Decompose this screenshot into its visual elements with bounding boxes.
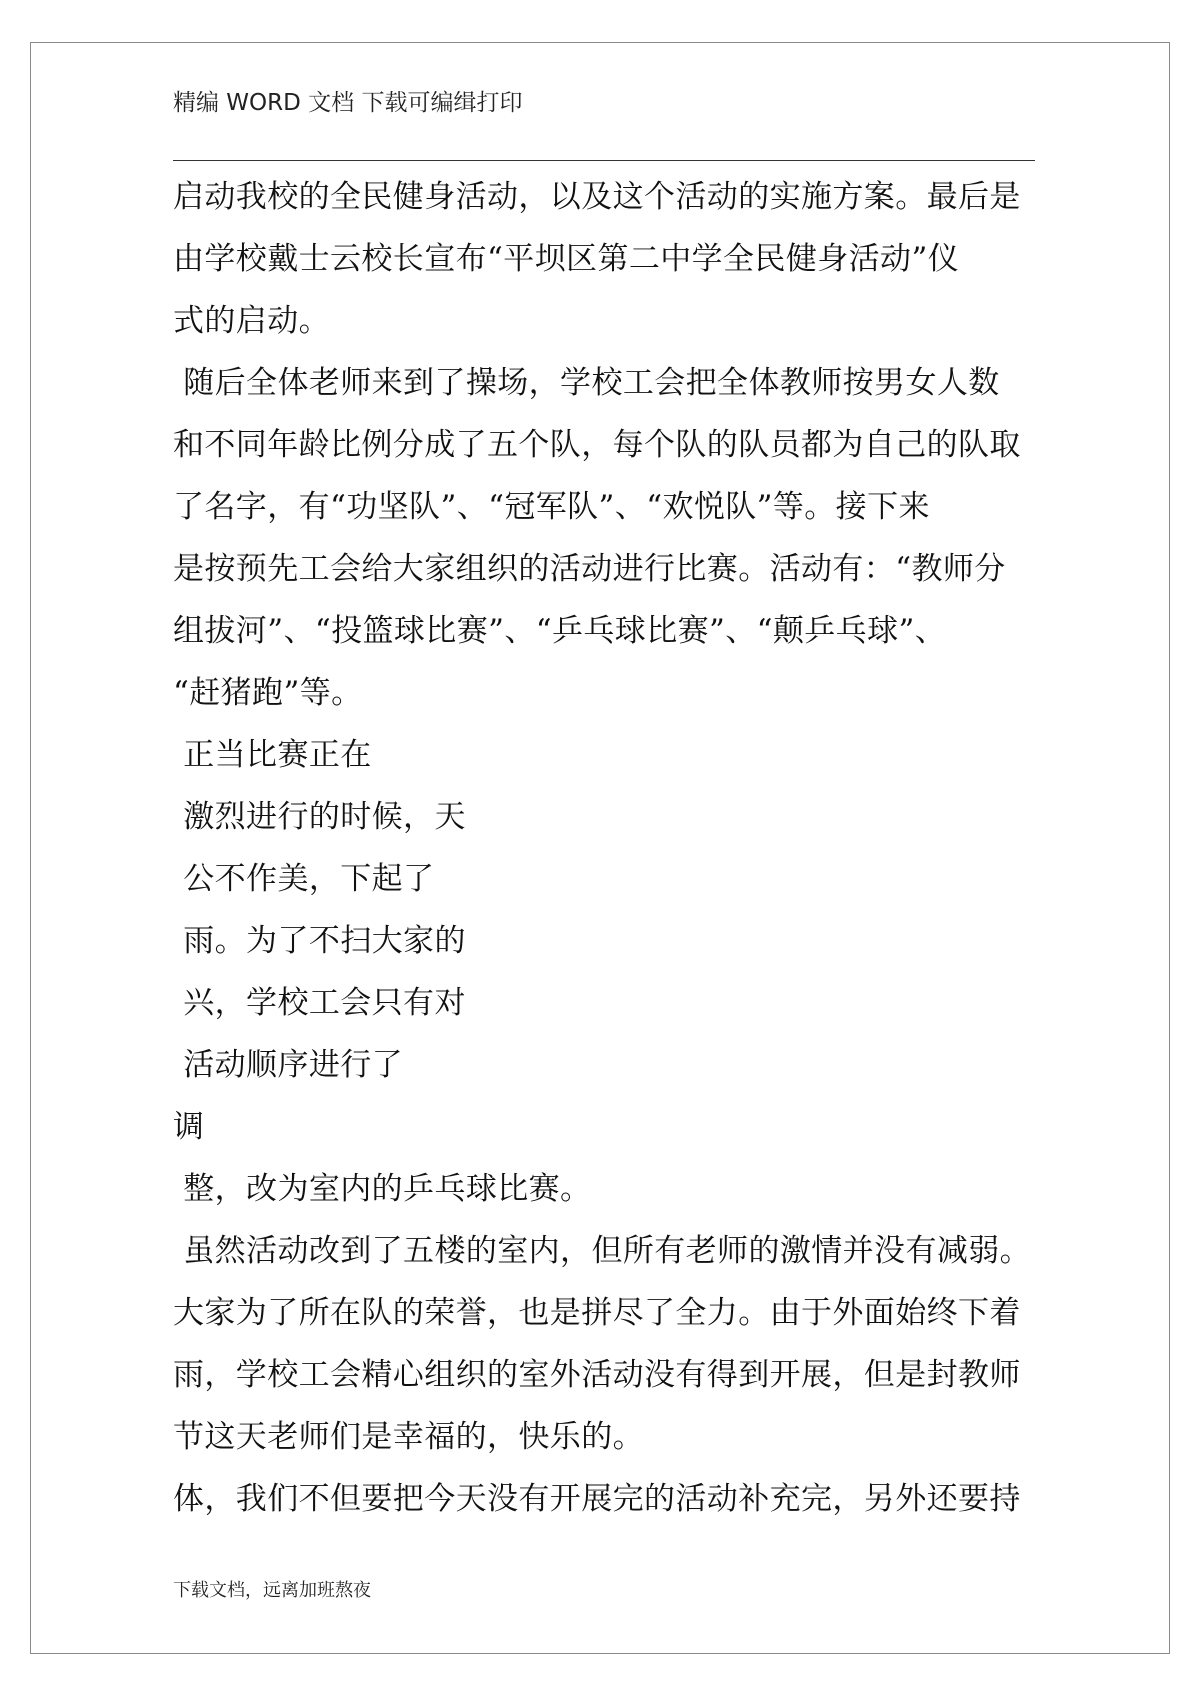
body-line: 活动顺序进行了 [173,1047,404,1083]
body-line: 虽然活动改到了五楼的室内，但所有老师的激情并没有减弱。 [173,1233,1032,1269]
body-line: 节这天老师们是幸福的，快乐的。 [173,1419,644,1455]
body-line: 和不同年龄比例分成了五个队，每个队的队员都为自己的队取 [173,427,1021,463]
body-line: 公不作美，下起了 [173,861,435,897]
document-header: 精编 WORD 文档 下载可编缉打印 [173,90,523,116]
body-line: 雨，学校工会精心组织的室外活动没有得到开展，但是封教师 [173,1357,1021,1393]
body-line: 整，改为室内的乒乓球比赛。 [173,1171,592,1207]
document-footer: 下载文档，远离加班熬夜 [173,1580,371,1601]
body-line: 兴，学校工会只有对 [173,985,466,1021]
body-line: 大家为了所在队的荣誉，也是拼尽了全力。由于外面始终下着 [173,1295,1021,1331]
body-line: 启动我校的全民健身活动，以及这个活动的实施方案。最后是 [173,179,1021,215]
body-line: 是按预先工会给大家组织的活动进行比赛。活动有：“教师分 [173,551,1006,587]
body-line: 随后全体老师来到了操场，学校工会把全体教师按男女人数 [173,365,1000,401]
body-line: 体，我们不但要把今天没有开展完的活动补充完，另外还要持 [173,1481,1021,1517]
body-line: 式的启动。 [173,303,330,339]
body-line: 由学校戴士云校长宣布“平坝区第二中学全民健身活动”仪 [173,241,960,277]
body-line: “赶猪跑”等。 [173,675,363,711]
body-line: 了名字，有“功坚队”、“冠军队”、“欢悦队”等。接下来 [173,489,930,525]
body-line: 正当比赛正在 [173,737,372,773]
body-line: 调 [173,1109,205,1145]
document-body [173,166,1043,1530]
body-line: 雨。为了不扫大家的 [173,923,466,959]
body-line: 激烈进行的时候，天 [173,799,466,835]
body-line: 组拔河”、“投篮球比赛”、“乒乓球比赛”、“颠乒乓球”、 [173,613,947,649]
header-divider [173,160,1035,161]
